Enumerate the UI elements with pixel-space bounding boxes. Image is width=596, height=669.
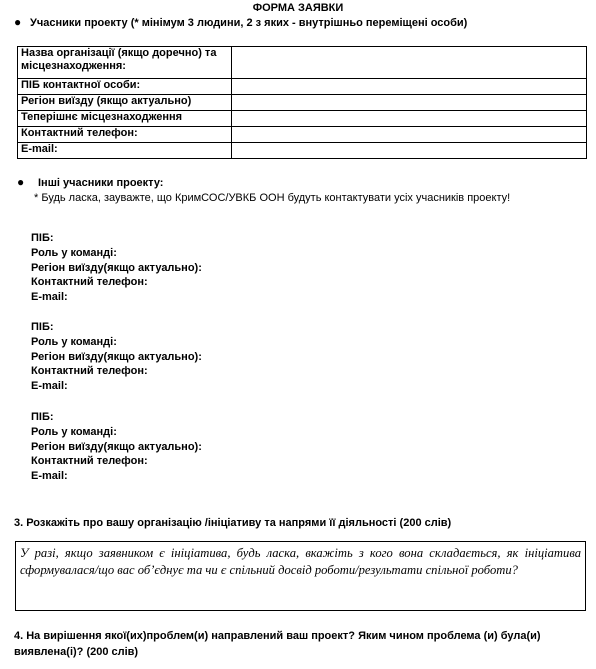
section2-heading: Інші учасники проекту: (38, 177, 164, 189)
field-region-label: Регіон виїзду(якщо актуально): (31, 440, 202, 453)
section3-hint: У разі, якщо заявником є ініціатива, будь ласка, вкажіть з кого вона складається, як ініціатива сформувалася/що вас об’єднує та чи є спільний досвід роботи/результати спільної роботи? (20, 546, 581, 577)
table-row (18, 79, 587, 95)
field-email-label: E-mail: (31, 291, 68, 304)
row-value-contact-person[interactable] (232, 79, 587, 95)
field-phone-label: Контактний телефон: (31, 365, 148, 378)
field-role-label: Роль у команді: (31, 425, 117, 438)
row-label-phone: Контактний телефон: (18, 127, 232, 143)
field-role-label: Роль у команді: (31, 246, 117, 259)
form-title: ФОРМА ЗАЯВКИ (252, 2, 344, 14)
field-phone-label: Контактний телефон: (31, 455, 148, 468)
field-name-label: ПІБ: (31, 232, 54, 244)
section2-note: * Будь ласка, зауважте, що КримСОС/УВКБ ООН будуть контактувати усіх учасників проекту! (34, 192, 511, 204)
row-value-current-location[interactable] (232, 111, 587, 127)
field-role-label: Роль у команді: (31, 335, 117, 348)
row-value-email[interactable] (232, 143, 587, 159)
table-row (18, 143, 587, 159)
field-email-label: E-mail: (31, 470, 68, 483)
row-label-organization: Назва організації (якщо доречно) та місцезнаходження: (18, 47, 232, 79)
contact-table (17, 46, 587, 159)
field-name-label: ПІБ: (31, 411, 54, 423)
table-row (18, 47, 587, 79)
row-label-current-location: Теперішнє місцезнаходження (18, 111, 232, 127)
bullet-icon: ● (14, 15, 22, 29)
field-region-label: Регіон виїзду(якщо актуально): (31, 261, 202, 274)
bullet-icon: ● (17, 175, 25, 189)
row-value-phone[interactable] (232, 127, 587, 143)
section4-heading: 4. На вирішення якої(их)проблем(и) направлений ваш проект? Яким чином проблема (и) була(и) виявлена(і)? (200 слів) (14, 630, 541, 658)
table-row (18, 127, 587, 143)
table-row (18, 111, 587, 127)
row-value-region[interactable] (232, 95, 587, 111)
section3-answer-box[interactable] (15, 541, 586, 611)
field-email-label: E-mail: (31, 380, 68, 393)
section3-heading: 3. Розкажіть про вашу організацію /ініціативу та напрями її діяльності (200 слів) (14, 517, 452, 529)
member-block-3 (31, 410, 202, 484)
row-value-organization[interactable] (232, 47, 587, 79)
row-label-contact-person: ПІБ контактної особи: (18, 79, 232, 95)
member-block-1 (31, 231, 202, 305)
field-name-label: ПІБ: (31, 321, 54, 333)
field-phone-label: Контактний телефон: (31, 276, 148, 289)
section1-heading: Учасники проекту (* мінімум 3 людини, 2 з яких - внутрішньо переміщені особи) (30, 17, 468, 29)
row-label-region: Регіон виїзду (якщо актуально) (18, 95, 232, 111)
member-block-2 (31, 320, 202, 394)
field-region-label: Регіон виїзду(якщо актуально): (31, 350, 202, 363)
table-row (18, 95, 587, 111)
row-label-email: E-mail: (18, 143, 232, 159)
